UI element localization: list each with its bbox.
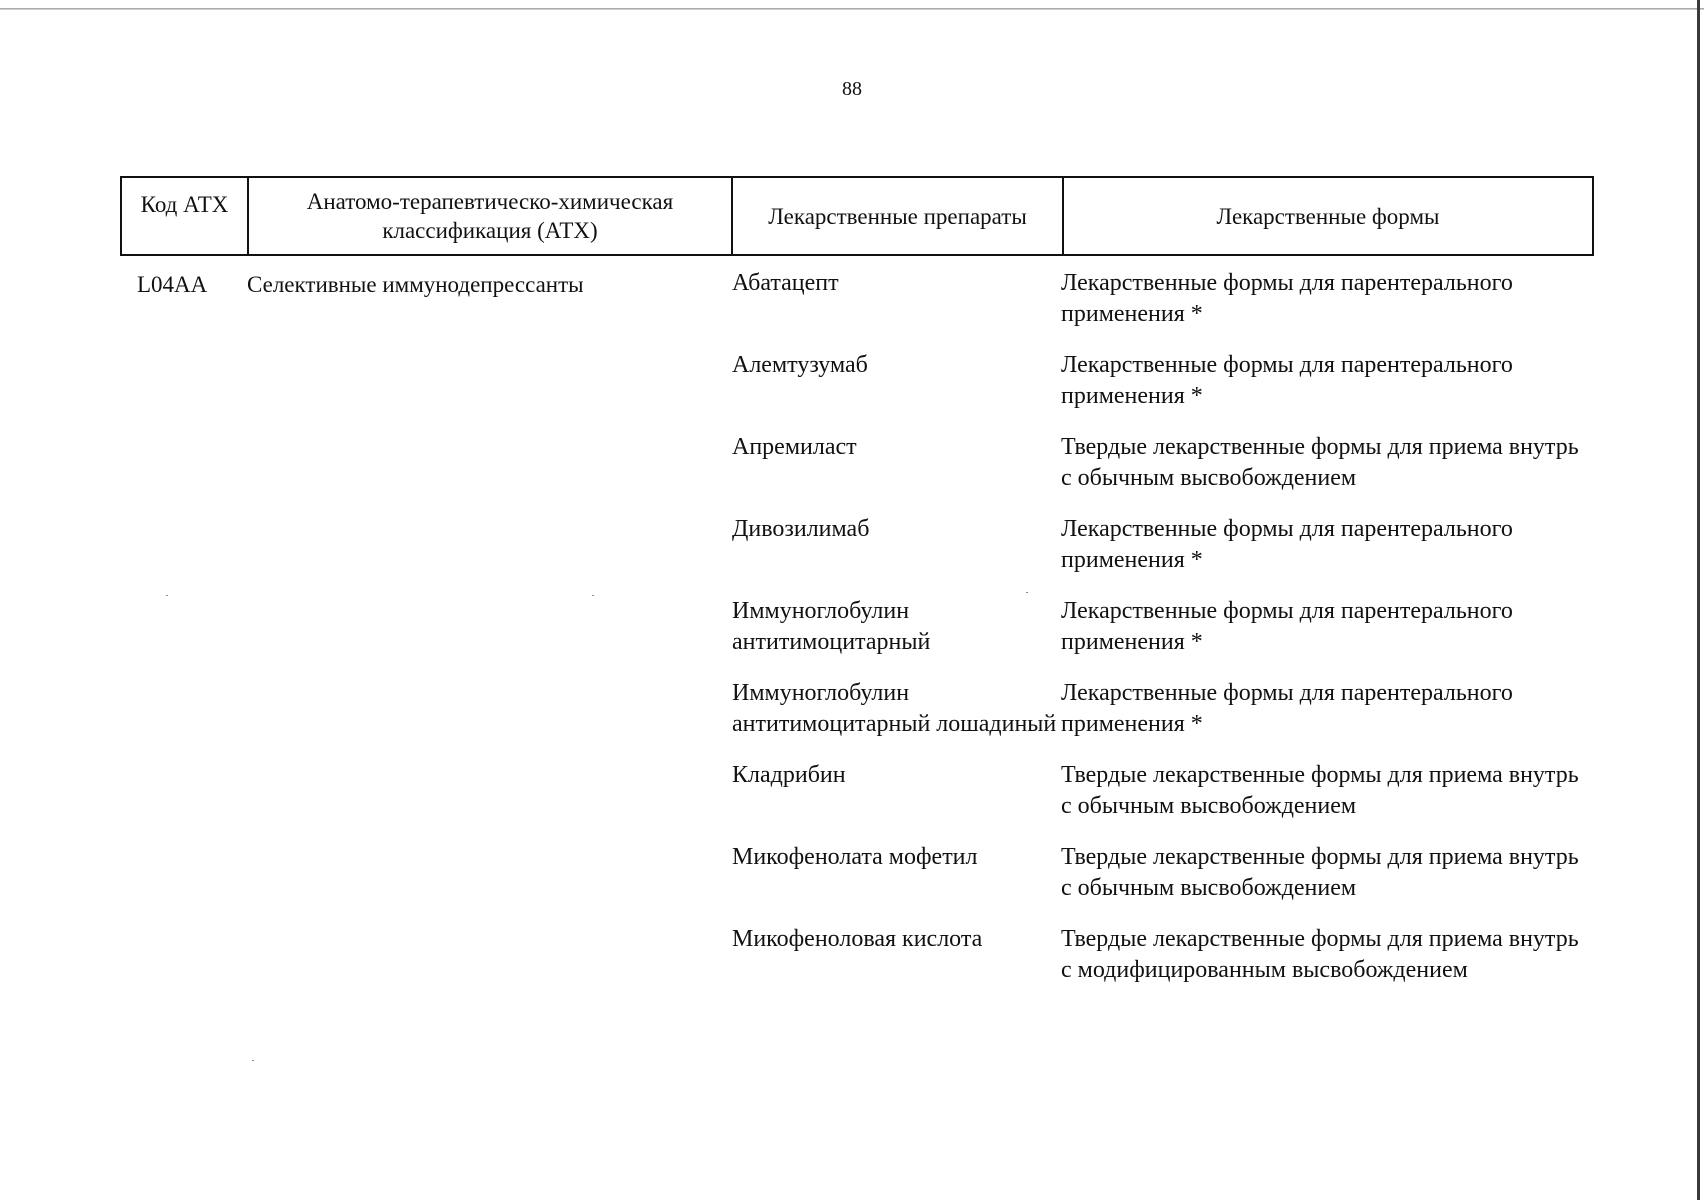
dosage-form: Лекарственные формы для парентерального применения * (1061, 352, 1513, 409)
drug-name: Микофенолата мофетил (732, 844, 978, 870)
table-row (732, 760, 1594, 822)
drug-name: Апремиласт (732, 434, 857, 460)
drug-name: Иммуноглобулин антитимоцитарный лошадиный (732, 680, 1057, 737)
scan-speck (1026, 592, 1028, 593)
atc-code: L04AA (137, 272, 208, 297)
dosage-form: Лекарственные формы для парентерального применения * (1061, 680, 1513, 737)
drug-name: Алемтузумаб (732, 352, 868, 378)
table-row (732, 678, 1594, 740)
drug-name: Иммуноглобулин антитимоцитарный (732, 598, 931, 655)
drug-name: Кладрибин (732, 762, 846, 788)
header-drugs: Лекарственные препараты (731, 178, 1062, 254)
header-code: Код АТХ (140, 192, 229, 217)
drug-list (732, 268, 1594, 1006)
dosage-form: Лекарственные формы для парентерального применения * (1061, 516, 1513, 573)
table-row (732, 432, 1594, 494)
table-row (732, 842, 1594, 904)
scan-speck (252, 1060, 254, 1061)
drug-name: Микофеноловая кислота (732, 926, 983, 952)
table-header (120, 176, 1594, 256)
scan-edge-right (1697, 0, 1700, 1200)
table-row (732, 596, 1594, 658)
atc-classification: Селективные иммунодепрессанты (247, 272, 584, 297)
dosage-form: Твердые лекарственные формы для приема внутрь с модифицированным высвобождением (1061, 926, 1579, 983)
table-row (732, 350, 1594, 412)
drug-name: Абатацепт (732, 270, 839, 296)
scan-edge-top (0, 8, 1704, 10)
table-row (732, 514, 1594, 576)
header-classification: Анатомо-терапевтическо-химическая классификация (АТХ) (247, 178, 731, 254)
header-forms: Лекарственные формы (1062, 178, 1592, 254)
dosage-form: Лекарственные формы для парентерального применения * (1061, 270, 1513, 327)
page-number: 88 (842, 78, 862, 100)
dosage-form: Лекарственные формы для парентерального применения * (1061, 598, 1513, 655)
scan-speck (166, 595, 168, 596)
table-row (732, 268, 1594, 330)
dosage-form: Твердые лекарственные формы для приема внутрь с обычным высвобождением (1061, 844, 1579, 901)
dosage-form: Твердые лекарственные формы для приема внутрь с обычным высвобождением (1061, 434, 1579, 491)
dosage-form: Твердые лекарственные формы для приема внутрь с обычным высвобождением (1061, 762, 1579, 819)
drug-name: Дивозилимаб (732, 516, 870, 542)
scan-speck (592, 595, 594, 596)
table-row (732, 924, 1594, 986)
